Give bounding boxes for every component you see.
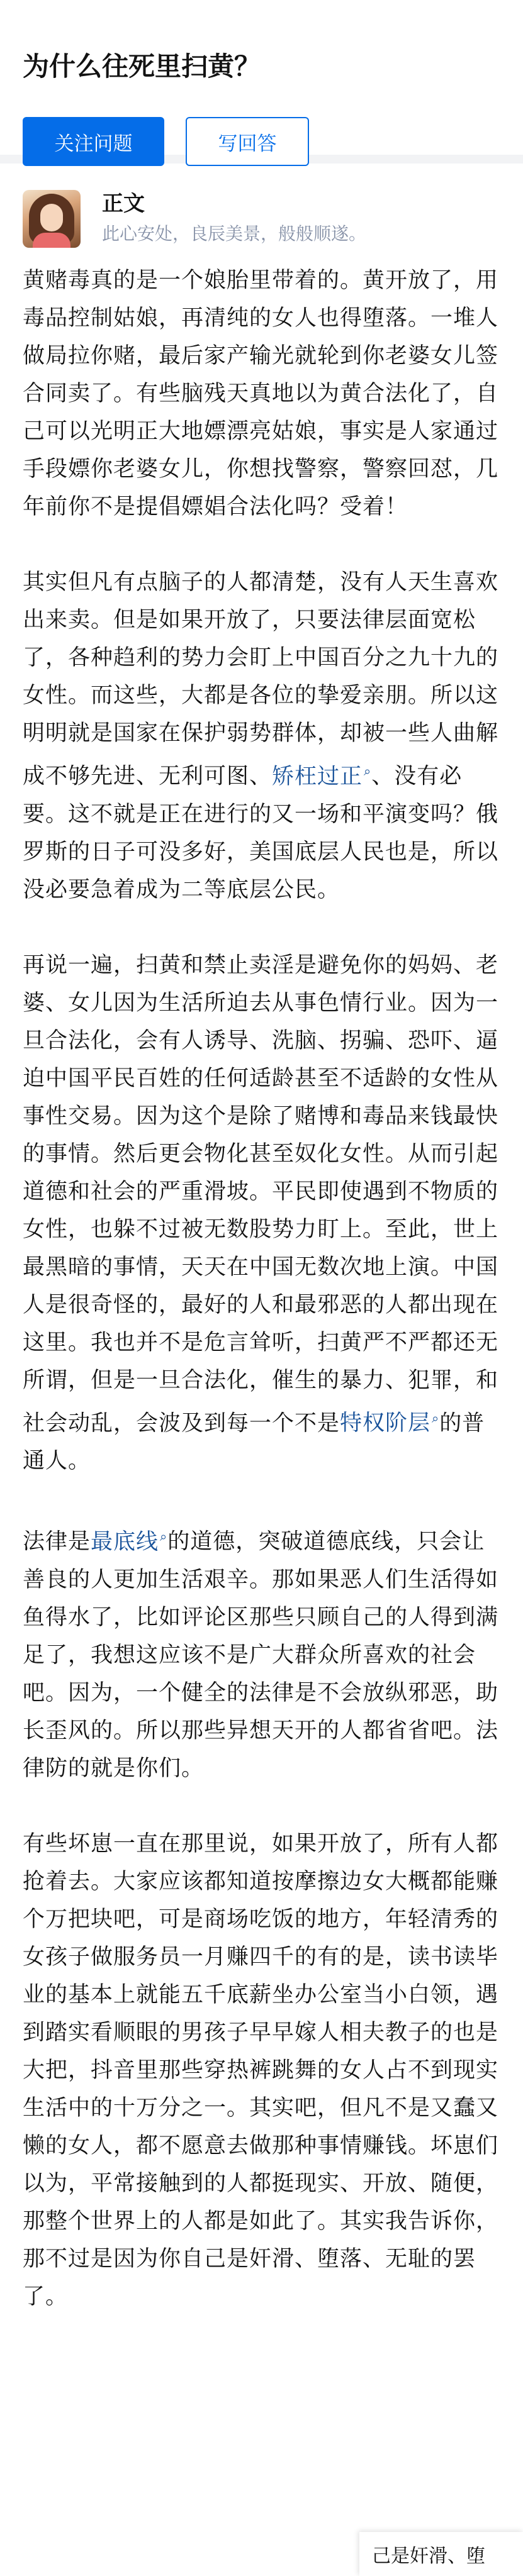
search-icon[interactable]: ⌕	[364, 763, 372, 779]
search-icon[interactable]: ⌕	[432, 1410, 440, 1426]
keyword-link-text[interactable]: 最底线	[91, 1529, 159, 1555]
answer-text: 、没有必要。这不就是正在进行的又一场和平演变吗？俄罗斯的日子可没多好，美国底层人民也是，所以没必要急着成为二等底层公民。	[23, 763, 499, 902]
keyword-link-text[interactable]: 特权阶层	[340, 1411, 431, 1436]
answer-paragraph	[23, 1518, 500, 1787]
answer-paragraph: 有些坏崽一直在那里说，如果开放了，所有人都抢着去。大家应该都知道按摩擦边女大概都能赚个万把块吧，可是商场吃饭的地方，年轻清秀的女孩子做服务员一月赚四千的有的是，读书读毕业的基本上就能五千底薪坐办公室当小白领，遇到踏实看顺眼的男孩子早早嫁人相夫教子的也是大把，抖音里那些穿热裤跳舞的女人占不到现实生活中的十万分之一。其实吧，但凡不是又蠢又懒的女人，都不愿意去做那种事情赚钱。坏崽们以为，平常接触到的人都挺现实、开放、随便，那整个世界上的人都是如此了。其实我告诉你，那不过是因为你自己是奸滑、堕落、无耻的罢了。	[23, 1831, 499, 2309]
answer-paragraph: 黄赌毒真的是一个娘胎里带着的。黄开放了，用毒品控制姑娘，再清纯的女人也得堕落。一堆人做局拉你赌，最后家产输光就轮到你老婆女儿签合同卖了。有些脑残天真地以为黄合法化了，自己可以光明正大地嫖漂亮姑娘，事实是人家通过手段嫖你老婆女儿，你想找警察，警察回怼，几年前你不是提倡嫖娼合法化吗？受着！	[23, 268, 499, 519]
answer-text: 的道德，突破道德底线，只会让善良的人更加生活艰辛。那如果恶人们生活得如鱼得水了，比如评论区那些只顾自己的人得到满足了，我想这应该不是广大群众所喜欢的社会吧。因为，一个健全的法律是不会放纵邪恶，助长歪风的。所以那些异想天开的人都省省吧。法律防的就是你们。	[23, 1529, 499, 1781]
answer-text: 再说一遍，扫黄和禁止卖淫是避免你的妈妈、老婆、女儿因为生活所迫去从事色情行业。因为一旦合法化，会有人诱导、洗脑、拐骗、恐吓、逼迫中国平民百姓的任何适龄甚至不适龄的女性从事性交易。因为这个是除了赌博和毒品来钱最快的事情。然后更会物化甚至奴化女性。从而引起道德和社会的严重滑坡。平民即使遇到不物质的女性，也躲不过被无数股势力盯上。至此，世上最黑暗的事情，天天在中国无数次地上演。中国人是很奇怪的，最好的人和最邪恶的人都出现在这里。我也并不是危言耸听，扫黄严不严都还无所谓，但是一旦合法化，催生的暴力、犯罪，和社会动乱，会波及到每一个不是	[23, 952, 499, 1436]
author-name[interactable]: 正文	[102, 191, 145, 216]
keyword-link[interactable]	[272, 764, 371, 789]
answer-content	[0, 262, 523, 2316]
keyword-link-text[interactable]: 矫枉过正	[272, 763, 363, 789]
answer-text: 其实但凡有点脑子的人都清楚，没有人天生喜欢出来卖。但是如果开放了，只要法律层面宽松了，各种趋利的势力会盯上中国百分之九十九的女性。而这些，大都是各位的挚爱亲朋。所以这明明就是国家在保护弱势群体，却被一些人曲解成不够先进、无利可图、	[23, 570, 499, 789]
answer-paragraph	[23, 564, 500, 909]
author-card[interactable]	[0, 164, 523, 244]
write-answer-button[interactable]: 写回答	[186, 117, 309, 166]
author-bio: 此心安处，良辰美景，般般顺遂。	[102, 223, 367, 244]
follow-question-button[interactable]: 关注问题	[23, 117, 164, 166]
avatar[interactable]	[23, 190, 81, 248]
question-header	[0, 0, 523, 155]
keyword-link[interactable]	[91, 1530, 167, 1555]
answer-text: 的普通人。	[23, 1411, 485, 1474]
search-icon[interactable]: ⌕	[160, 1529, 168, 1545]
answer-paragraph	[23, 947, 500, 1480]
answer-text: 法律是	[23, 1529, 91, 1555]
author-info	[102, 190, 366, 247]
keyword-link[interactable]	[340, 1411, 439, 1436]
question-title[interactable]: 为什么往死里扫黄？	[23, 51, 261, 82]
floating-selection-tip[interactable]: 己是奸滑、堕	[359, 2532, 523, 2576]
